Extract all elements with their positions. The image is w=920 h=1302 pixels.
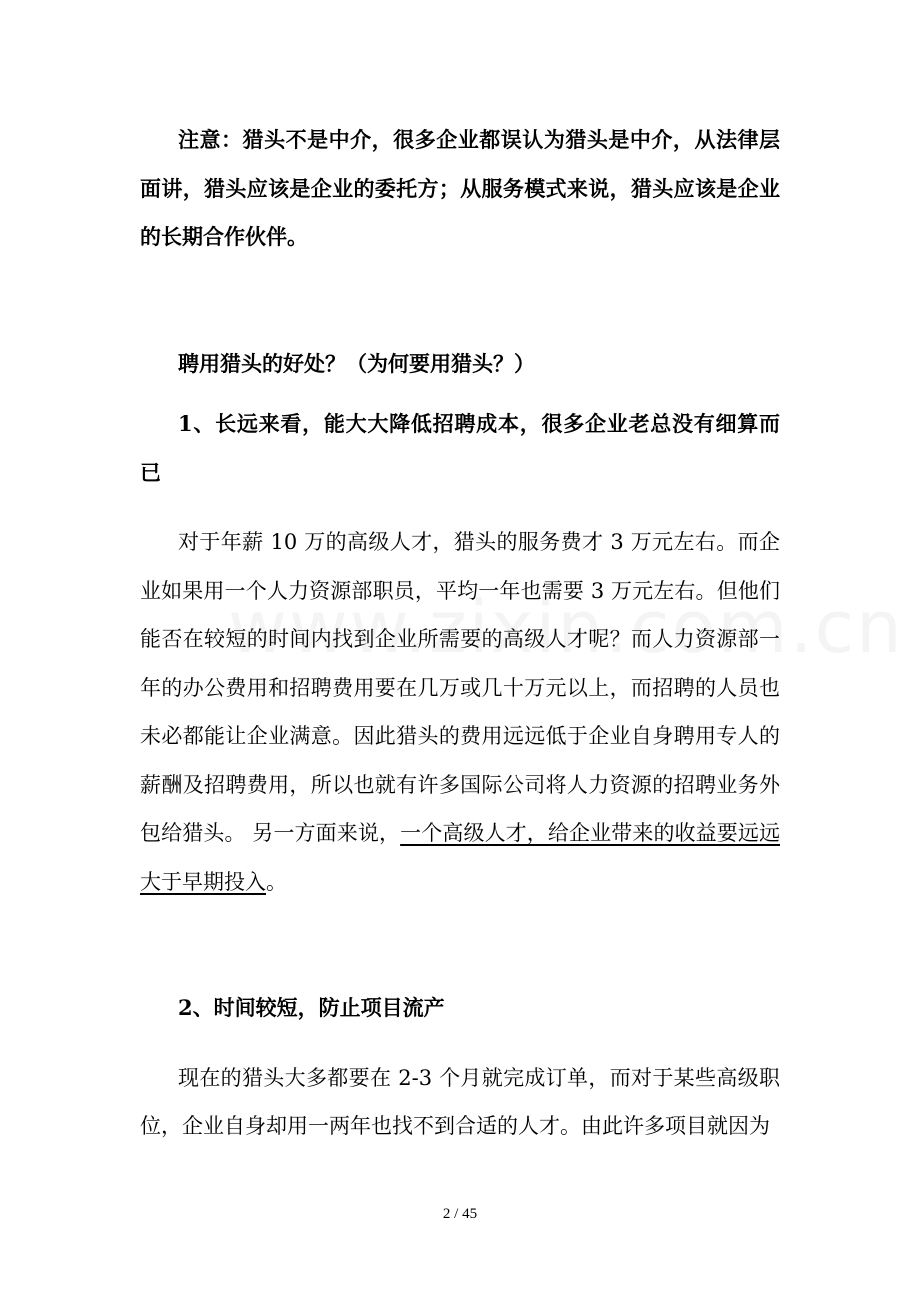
note-paragraph: 注意：猎头不是中介，很多企业都误认为猎头是中介，从法律层面讲，猎头应该是企业的委托方；从服务模式来说，猎头应该是企业的长期合作伙伴。: [140, 127, 780, 249]
section-1-heading: 1、长远来看，能大大降低招聘成本，很多企业老总没有细算而已: [140, 411, 780, 485]
section-2-heading: 2、时间较短，防止项目流产: [178, 995, 445, 1020]
page-content: [140, 116, 780, 1151]
page-number: 2 / 45: [442, 1206, 478, 1222]
section-1-body: [140, 518, 780, 906]
section-2-body: 现在的猎头大多都要在 2-3 个月就完成订单，而对于某些高级职位，企业自身却用一两年也找不到合适的人才。由此许多项目就因为: [140, 1065, 780, 1138]
section-1-body-end: 。: [266, 869, 287, 894]
question-heading: 聘用猎头的好处？（为何要用猎头？）: [178, 350, 535, 376]
section-1-body-text: 对于年薪 10 万的高级人才，猎头的服务费才 3 万元左右。而企业如果用一个人力资源部职员，平均一年也需要 3 万元左右。但他们能否在较短的时间内找到企业所需要的高级人才呢？而人力资源部一年的办公费用和招聘费用要在几万或几十万元以上，而招聘的人员也未必都能让企业满意。因此猎头的费用远远低于企业自身聘用专人的薪酬及招聘费用，所以也就有许多国际公司将人力资源的招聘业务外包给猎头。 另一方面来说，: [140, 530, 780, 845]
section-1-underlined-text: 一个高级人才，给企业带来的收益要远远大于早期投入: [140, 821, 781, 894]
